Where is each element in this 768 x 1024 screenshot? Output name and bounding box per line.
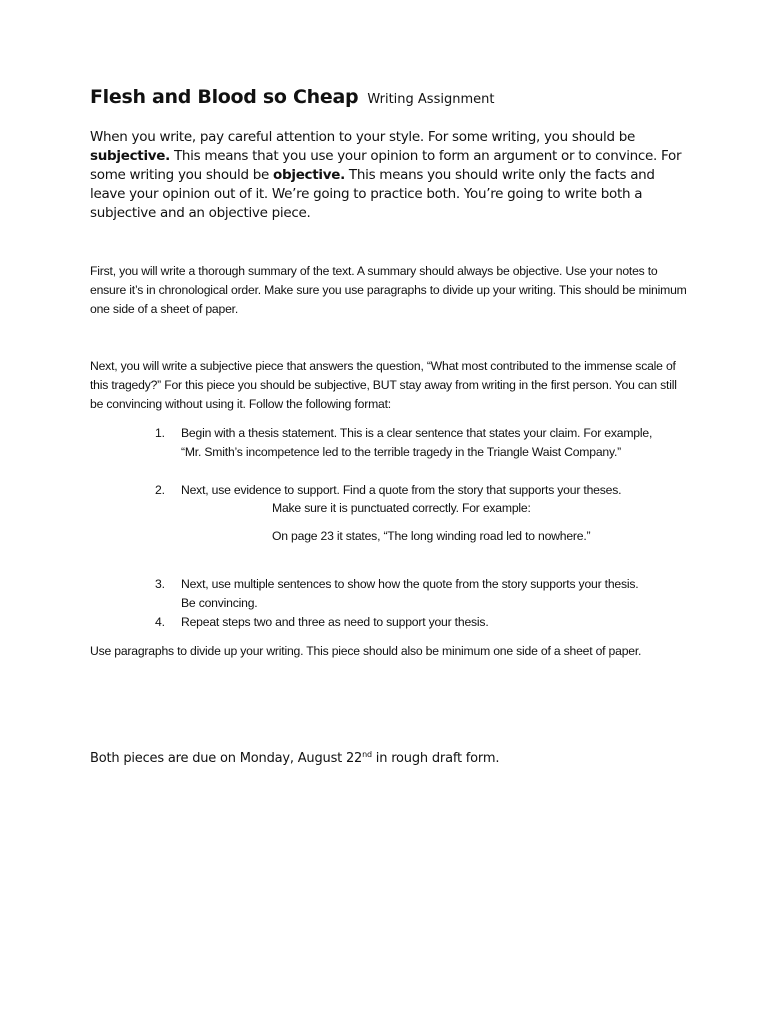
step2-note: Make sure it is punctuated correctly. For example: — [272, 501, 531, 515]
list-item — [155, 481, 655, 500]
step-text: Repeat steps two and three as need to support your thesis. — [181, 615, 489, 629]
objective-term: objective. — [273, 167, 345, 183]
step-text: Next, use evidence to support. Find a quote from the story that supports your theses. — [181, 483, 622, 497]
document-subtitle: Writing Assignment — [367, 92, 495, 107]
step-text: Begin with a thesis statement. This is a clear sentence that states your claim. For example, “Mr. Smith’s incompetence led to the terrible tragedy in the Triangle Waist Company.” — [181, 426, 653, 459]
due-ordinal-suffix: nd — [362, 750, 372, 759]
due-text-before: Both pieces are due on Monday, August 22 — [90, 751, 363, 766]
due-text-after: in rough draft form. — [371, 751, 500, 766]
intro-paragraph — [90, 128, 690, 223]
document-title: Flesh and Blood so Cheap — [90, 86, 359, 108]
step-text: Next, use multiple sentences to show how the quote from the story supports your thesis. Be convincing. — [181, 577, 639, 610]
intro-text-3: This means you should write only the facts and leave your opinion out of it. We’re going to practice both. You’re going to write both a subjective and an objective piece. — [90, 167, 655, 221]
intro-text-2: This means that you use your opinion to form an argument or to convince. For some writing you should be — [90, 148, 682, 183]
step2-example: On page 23 it states, “The long winding road led to nowhere.” — [272, 529, 591, 543]
step-number: 1. — [155, 426, 165, 440]
step-number: 3. — [155, 577, 165, 591]
list-item — [155, 424, 655, 462]
step-number: 2. — [155, 483, 165, 497]
paragraphs-note: Use paragraphs to divide up your writing. This piece should also be minimum one side of a sheet of paper. — [90, 644, 642, 658]
list-item — [155, 613, 655, 632]
subjective-term: subjective. — [90, 148, 170, 164]
summary-instructions: First, you will write a thorough summary of the text. A summary should always be objective. Use your notes to ensure it’s in chronological order. Make sure you use paragraphs to divide up your writing. This should be minimum one side of a sheet of paper. — [90, 264, 687, 316]
due-date-line — [90, 749, 690, 768]
step-number: 4. — [155, 615, 165, 629]
subjective-instructions: Next, you will write a subjective piece that answers the question, “What most contributed to the immense scale of this tragedy?” For this piece you should be subjective, BUT stay away from writing in the first person. You can still be convincing without using it. Follow the following format: — [90, 359, 677, 411]
list-item — [155, 575, 655, 613]
title-line — [90, 86, 690, 108]
intro-text-1: When you write, pay careful attention to your style. For some writing, you should be — [90, 129, 636, 145]
